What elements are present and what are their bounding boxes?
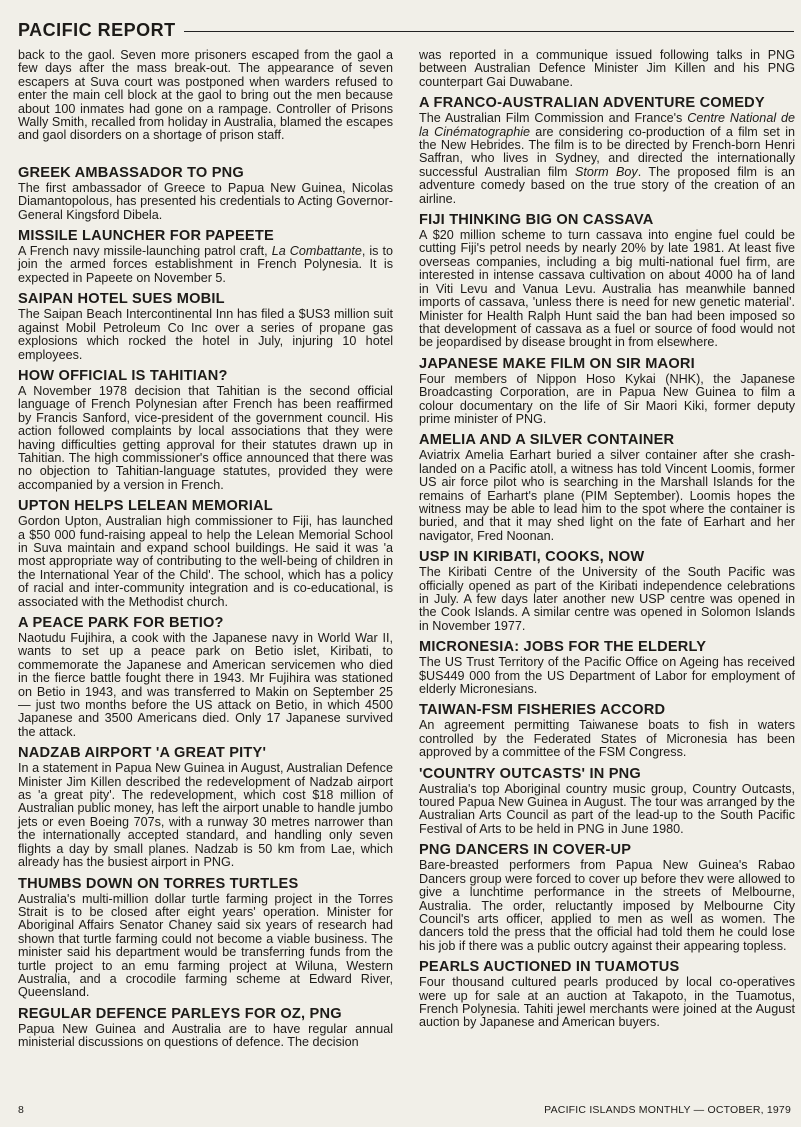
right-column bbox=[419, 49, 795, 1036]
body-text: are considering co-production of a film set in the New Hebrides. The film is to be directed by French-born Henri Saffran, who lives in Sydney, and directed the internationally successful Australian film bbox=[419, 124, 795, 179]
story-body: Naotudu Fujihira, a cook with the Japanese navy in World War II, wants to set up a peace park on Betio islet, Kiribati, to commemorate the Japanese and American servicemen who died in the fierce battle fought there in 1943. Mr Fujihira was stationed on Betio in 1943, and was transferred to Makin on September 25 — just two months before the US attack on Betio, in which 4500 Japanese and 3500 Americans died. Only 17 Japanese survived the attack. bbox=[18, 631, 393, 739]
publication-line: PACIFIC ISLANDS MONTHLY — OCTOBER, 1979 bbox=[544, 1104, 791, 1116]
story-body bbox=[18, 245, 393, 285]
story bbox=[18, 745, 393, 869]
story-body: The US Trust Territory of the Pacific Office on Ageing has received $US449 000 from the US Department of Labor for employment of elderly Micronesians. bbox=[419, 655, 795, 697]
story-body: Australia's multi-million dollar turtle farming project in the Torres Strait is to be closed after eight years' operation. Minister for Aboriginal Affairs Senator Chaney said six years of research had shown that turtle farming could not become a viable business. The minister said his department would be transferring funds from the turtle project to an emu farming project at Wiluna, Western Australia, and a crocodile farming scheme at Edward River, Queensland. bbox=[18, 891, 393, 1000]
story bbox=[18, 498, 393, 609]
body-text: The Australian Film Commission and France's bbox=[419, 111, 688, 126]
story-headline: NADZAB AIRPORT 'A GREAT PITY' bbox=[18, 745, 267, 762]
masthead-rule bbox=[184, 31, 794, 32]
story bbox=[18, 1006, 393, 1050]
story bbox=[18, 368, 393, 492]
story-headline: A PEACE PARK FOR BETIO? bbox=[18, 615, 224, 631]
story-headline: TAIWAN-FSM FISHERIES ACCORD bbox=[419, 702, 666, 719]
body-text: , is to join the armed forces establishment in French Polynesia. It is expected in Papeete on November 5. bbox=[18, 244, 393, 285]
masthead bbox=[18, 16, 794, 44]
story-body: back to the gaol. Seven more prisoners escaped from the gaol a few days after the mass break-out. The appearance of seven escapers at Suva court was postponed when warders refused to enter the main cell block at the gaol to bring out the men because about 100 inmates had gone on a rampage. Controller of Prisons Wally Smith, recalled from holiday in Australia, blamed the escapes and gaol disorders on a shortage of prison staff. bbox=[18, 48, 393, 143]
story-body: Four thousand cultured pearls produced by local co-operatives were up for sale at an auction at Takapoto, in the Tuamotus, French Polynesia. Tahiti jewel merchants were joined at the August auction by Japanese and American buyers. bbox=[419, 975, 795, 1030]
story-body bbox=[419, 112, 795, 206]
story-headline: USP IN KIRIBATI, COOKS, NOW bbox=[419, 549, 645, 566]
story bbox=[18, 291, 393, 362]
story bbox=[419, 356, 795, 427]
story bbox=[18, 615, 393, 739]
story-headline: PEARLS AUCTIONED IN TUAMOTUS bbox=[419, 959, 680, 976]
page-number: 8 bbox=[18, 1104, 24, 1116]
story-body: Aviatrix Amelia Earhart buried a silver container after she crash-landed on a Pacific atoll, a witness has told Vincent Loomis, former US air force pilot who is searching in the Marshall Islands for the remains of Earhart's plane (PIM September). Loomis hopes the witness may be able to lead him to the spot where the container is buried, and that it may shed light on the fate of Earhart and her navigator, Fred Noonan. bbox=[419, 448, 795, 543]
story-headline: SAIPAN HOTEL SUES MOBIL bbox=[18, 291, 225, 308]
story-body: The Saipan Beach Intercontinental Inn has filed a $US3 million suit against Mobil Petroleum Co Inc over a series of propane gas explosions which rocked the hotel in July, injuring 10 hotel employees. bbox=[18, 307, 393, 362]
lead-story-continuation bbox=[18, 49, 393, 143]
story-headline: 'COUNTRY OUTCASTS' IN PNG bbox=[419, 765, 641, 782]
story-body: In a statement in Papua New Guinea in August, Australian Defence Minister Jim Killen described the redevelopment of Nadzab airport as 'a great pity'. The redevelopment, which cost $18 million of Australian public money, has left the airport unable to handle jumbo jets or even Boeing 707s, with a runway 30 metres narrower than the internationally accepted standard, and handling only seven flights a day by small planes. Nadzab is 50 km from Lae, which already has the busiest airport in PNG. bbox=[18, 761, 394, 870]
story-body: Papua New Guinea and Australia are to have regular annual ministerial discussions on questions of defence. The decision bbox=[18, 1021, 393, 1050]
story-headline: THUMBS DOWN ON TORRES TURTLES bbox=[18, 875, 299, 892]
story-headline: REGULAR DEFENCE PARLEYS FOR OZ, PNG bbox=[18, 1005, 342, 1022]
story-continuation bbox=[419, 49, 795, 89]
story-headline: JAPANESE MAKE FILM ON SIR MAORI bbox=[419, 355, 695, 372]
body-text: . The proposed film is an adventure comedy based on the true story of the creation of an airline. bbox=[419, 164, 795, 206]
story-headline: MISSILE LAUNCHER FOR PAPEETE bbox=[18, 228, 274, 245]
story-body: The Kiribati Centre of the University of the South Pacific was officially opened as part of the Kiribati independence celebrations in July. A few days later another new USP centre was opened in the Cook Islands. A similar centre was opened in Solomon Islands in November 1977. bbox=[419, 565, 795, 633]
story bbox=[419, 432, 795, 543]
story-body: Bare-breasted performers from Papua New Guinea's Rabao Dancers group were forced to cover up before thev were allowed to give a lunchtime performance in the streets of Melbourne, Australia. The order, reluctantly imposed by Melbourne City Council's arts officer, applied to men as well as women. The dancers told the press that the official had told them he could lose his job if there was a public outcry against their appearing topless. bbox=[419, 858, 795, 953]
film-title: Storm Boy bbox=[574, 164, 638, 179]
story bbox=[419, 639, 795, 696]
story bbox=[419, 212, 795, 350]
story-body: The first ambassador of Greece to Papua New Guinea, Nicolas Diamantopolous, has presented his credentials to Acting Governor-General Kingsford Dibela. bbox=[18, 180, 393, 222]
story bbox=[18, 876, 393, 1000]
story-headline: UPTON HELPS LELEAN MEMORIAL bbox=[18, 498, 273, 515]
organisation-name: Centre National de la Cinématographie bbox=[419, 111, 795, 139]
story-headline: PNG DANCERS IN COVER-UP bbox=[419, 842, 632, 859]
story-body: An agreement permitting Taiwanese boats to fish in waters controlled by the Federated States of Micronesia has been approved by a committee of the FSM Congress. bbox=[419, 718, 795, 760]
story bbox=[419, 95, 795, 206]
story bbox=[419, 702, 795, 759]
left-column bbox=[18, 49, 393, 1056]
story-body: Four members of Nippon Hoso Kykai (NHK), the Japanese Broadcasting Corporation, are in Papua New Guinea to film a colour documentary on the life of Sir Maori Kiki, former deputy prime minister of PNG. bbox=[419, 371, 795, 426]
story-headline: FIJI THINKING BIG ON CASSAVA bbox=[419, 212, 654, 229]
story-body: was reported in a communique issued following talks in PNG between Australian Defence Minister Jim Killen and his PNG counterpart Gai Duwabane. bbox=[419, 48, 795, 89]
story-headline: AMELIA AND A SILVER CONTAINER bbox=[419, 432, 675, 449]
story-body: A November 1978 decision that Tahitian is the second official language of French Polynesian after French has been reaffirmed by Francis Sanford, vice-president of the government council. His action followed complaints by local associations that they were having difficulties getting approval for their statutes drawn up in Tahitian. The high commissioner's office announced that there was no objection to Tahitian-language statutes, provided they were accompanied by a version in French. bbox=[18, 383, 393, 492]
story bbox=[18, 165, 393, 222]
story-headline: HOW OFFICIAL IS TAHITIAN? bbox=[18, 367, 228, 384]
story bbox=[419, 959, 795, 1030]
section-title: PACIFIC REPORT bbox=[18, 19, 176, 40]
story-body: Australia's top Aboriginal country music group, Country Outcasts, toured Papua New Guinea in August. The tour was arranged by the Australian Arts Council as part of the lead-up to the South Pacific Festival of Arts to be held in PNG in June 1980. bbox=[419, 781, 795, 836]
story-headline: A FRANCO-AUSTRALIAN ADVENTURE COMEDY bbox=[419, 95, 765, 112]
story-body: Gordon Upton, Australian high commissioner to Fiji, has launched a $50 000 fund-raising appeal to help the Lelean Memorial School in Suva maintain and expand school buildings. He said it was 'a most appropriate way of contributing to the well-being of children in the International Year of the Child'. The school, which has a policy of racial and inter-community integration and is co-educational, is associated with the Methodist church. bbox=[18, 514, 393, 609]
story-headline: GREEK AMBASSADOR TO PNG bbox=[18, 164, 244, 181]
story bbox=[419, 766, 795, 837]
vessel-name: La Combattante bbox=[271, 244, 362, 259]
story-body: A $20 million scheme to turn cassava into engine fuel could be cutting Fiji's petrol needs by nearly 20% by late 1981. At least five overseas companies, including a big multi-national fuel firm, are interested in intense cassava cultivation on about 4000 ha of land in Viti Levu and Vanua Levu. Australia has meanwhile banned imports of cassava, 'unless there is need for new genetic material'. Minister for Health Ralph Hunt said the ban had been imposed so that development of cassava as a fuel or source of food would not be jeopardised by disease brought in from elsewhere. bbox=[419, 228, 795, 350]
story bbox=[419, 842, 795, 953]
story bbox=[419, 549, 795, 633]
story bbox=[18, 228, 393, 285]
story-headline: MICRONESIA: JOBS FOR THE ELDERLY bbox=[419, 639, 707, 656]
body-text: A French navy missile-launching patrol craft, bbox=[18, 244, 272, 259]
